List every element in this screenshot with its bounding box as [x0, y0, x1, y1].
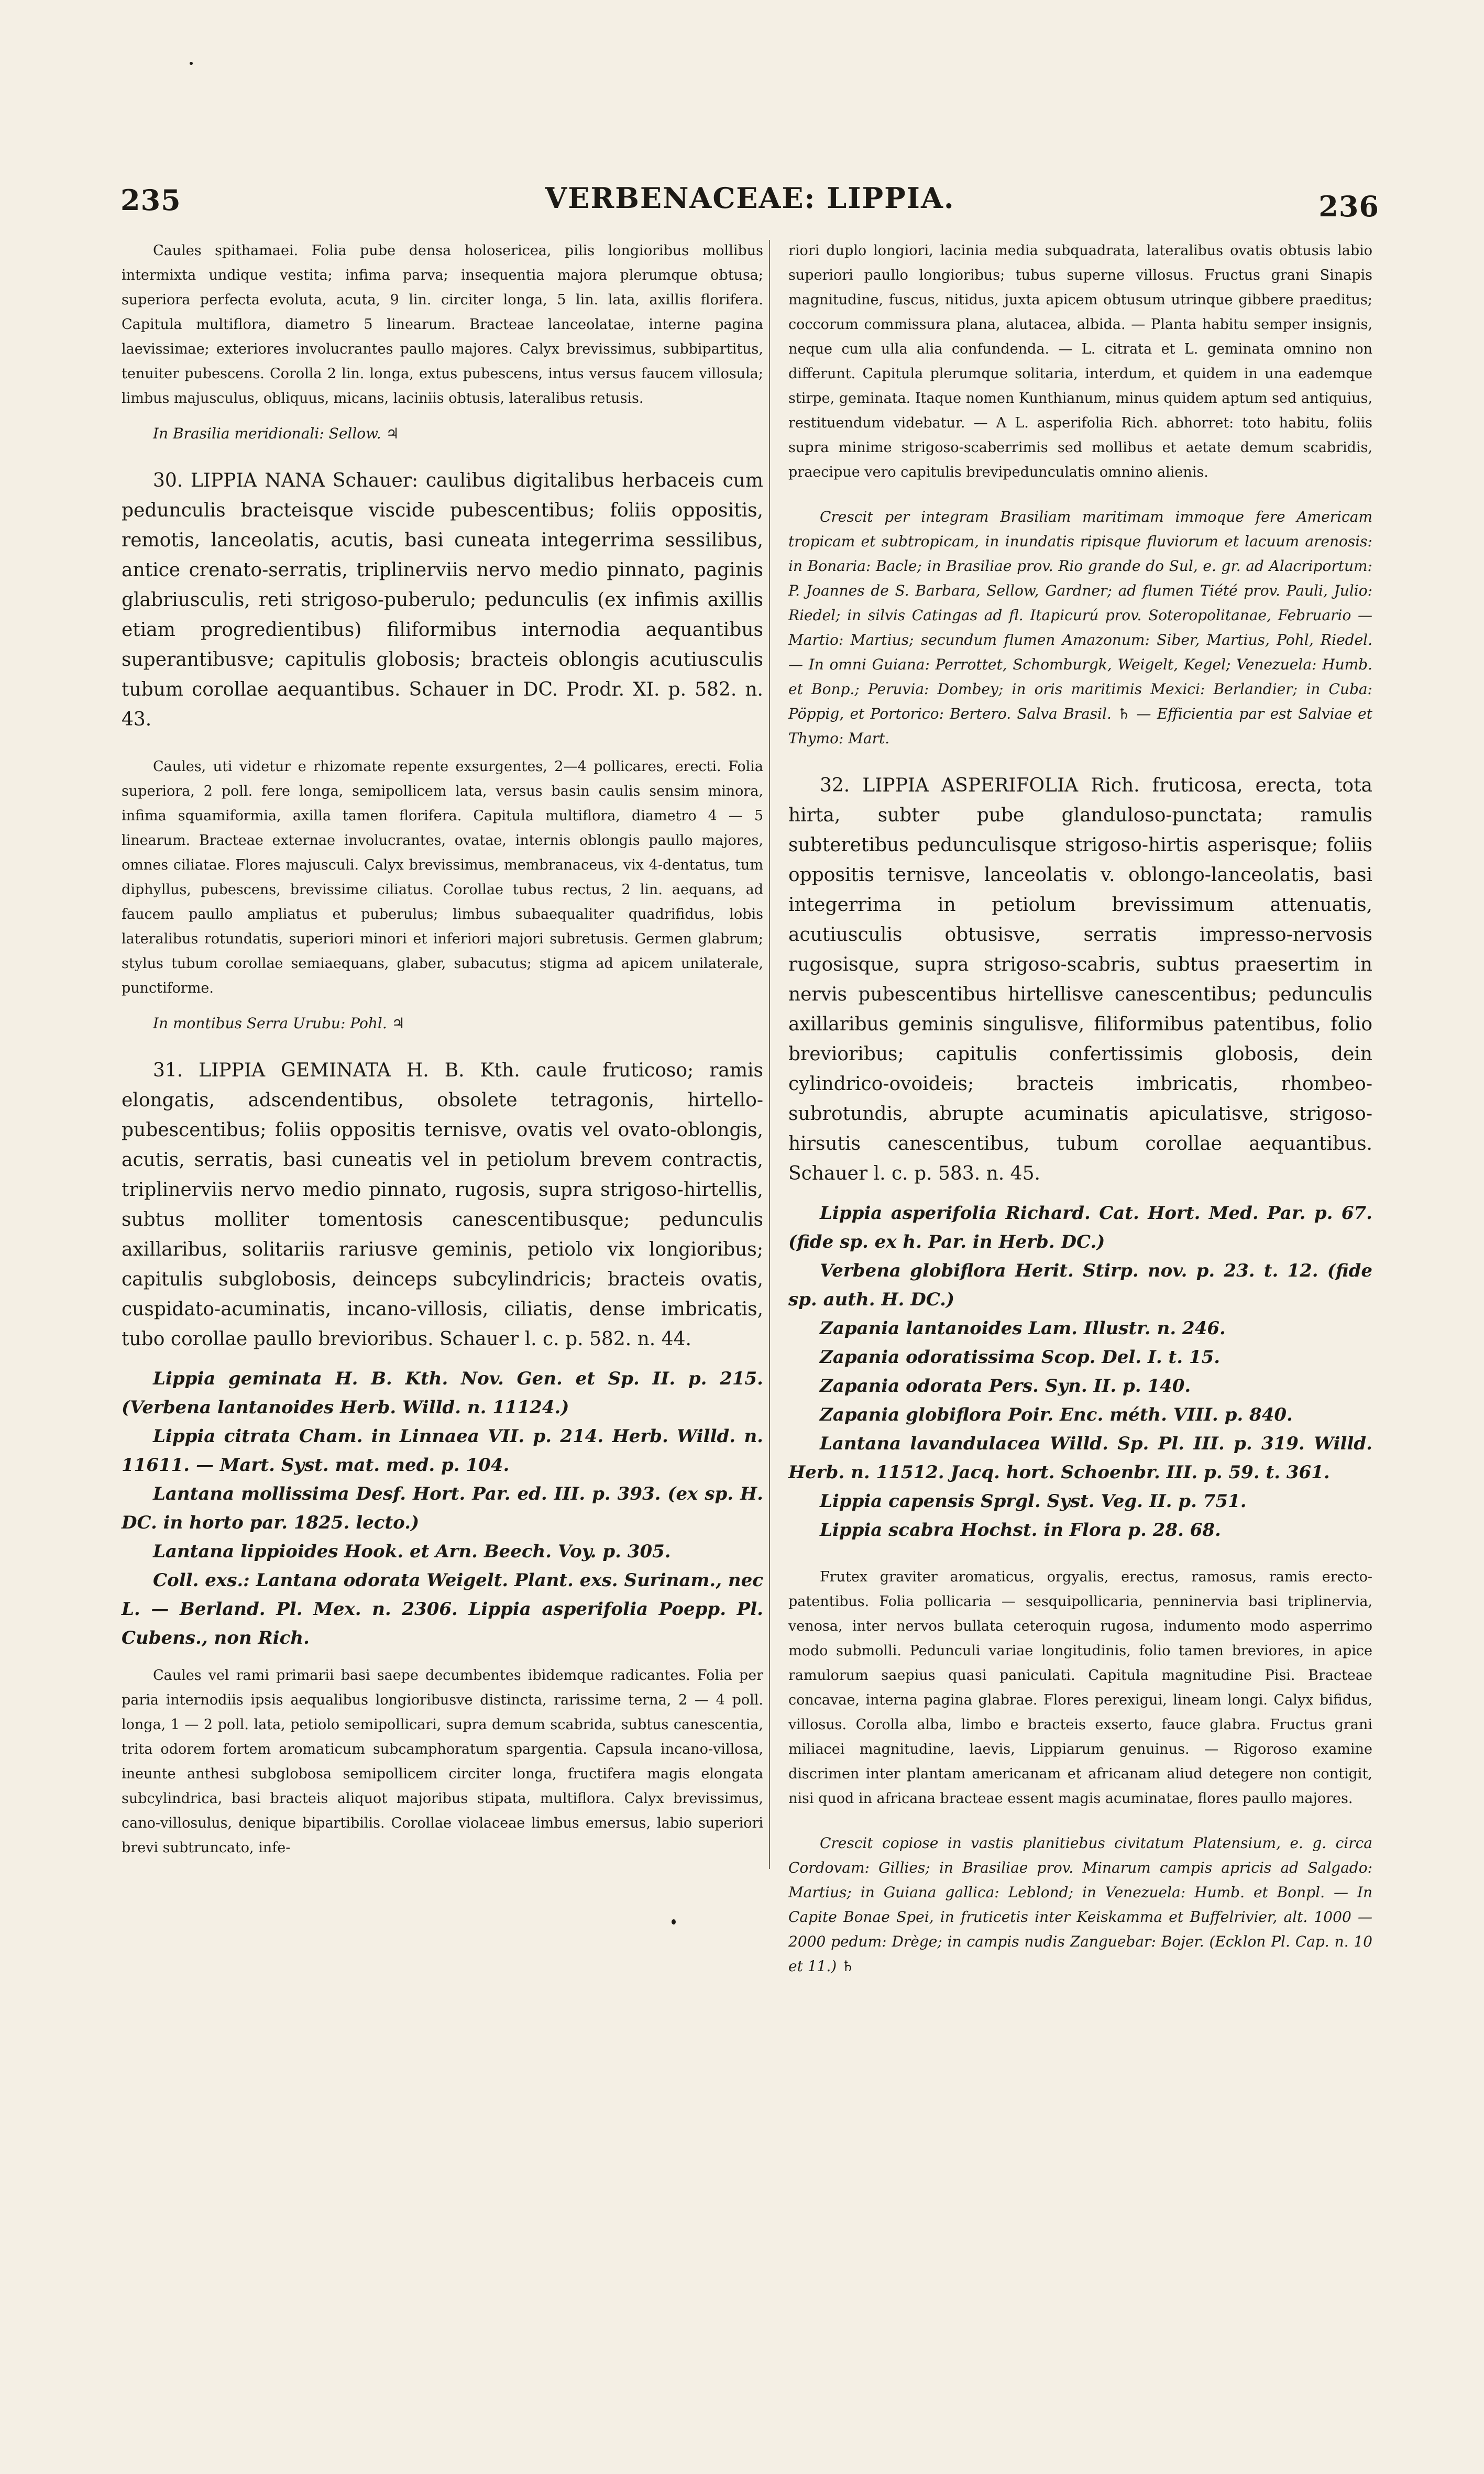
page-number-right: 236 [1318, 190, 1379, 223]
description-paragraph: Caules, uti videtur e rhizomate repente exsurgentes, 2—4 pollicares, erecti. Folia superiora, 2 poll. fere longa, semipollicem lata, versus basin caulis sensim minora, infima squamiformia, axilla tamen florifera. Capitula multiflora, diametro 4 — 5 linearum. Bracteae externae involucrantes, ovatae, internis oblongis paullo majores, omnes ciliatae. Flores majusculi. Calyx brevissimus, membranaceus, vix 4-dentatus, tum diphyllus, pubescens, brevissime ciliatus. Corollae tubus rectus, 2 lin. aequans, ad faucem paullo ampliatus et puberulus; limbus subaequaliter quadrifidus, lobis lateralibus rotundatis, superiori minori et inferiori majori subretusis. Germen glabrum; stylus tubum corollae semiaequans, glaber, subacutus; stigma ad apicem unilaterale, punctiforme. [122, 758, 763, 996]
description-paragraph: Caules vel rami primarii basi saepe decumbentes ibidemque radicantes. Folia per paria internodiis ipsis aequalibus longioribusve distincta, rarissime terna, 2 — 4 poll. longa, 1 — 2 poll. lata, petiolo semipollicari, supra demum scabrida, subtus canescentia, trita odorem fortem aromaticum subcamphoratum spargentia. Capsula incano-villosa, ineunte anthesi subglobosa semipollicem circiter longa, fructifera magis elongata subcylindrica, basi bracteis aliquot majoribus stipata, multiflora. Calyx brevissimus, cano-villosulus, denique bipartibilis. Corollae violaceae limbus emersus, labio superiori brevi subtruncato, infe- [122, 1667, 763, 1856]
locality-note: In Brasilia meridionali: Sellow. ♃ [153, 425, 399, 442]
ink-speck [190, 62, 193, 65]
description-paragraph: riori duplo longiori, lacinia media subquadrata, lateralibus ovatis obtusis labio superiori paullo longioribus; tubus superne villosus. Fructus grani Sinapis magnitudine, fuscus, nitidus, juxta apicem obtusum utrinque gibbere praeditus; coccorum commissura plana, alutacea, albida. — Planta habitu semper insignis, neque cum ulla alia confundenda. — L. citrata et L. geminata omnino non differunt. Capitula plerumque solitaria, interdum, et quidem in una eademque stirpe, geminata. Itaque nomen Kunthianum, minus quidem aptum sed antiquius, restituendum videbatur. — A L. asperifolia Rich. abhorret: toto habitu, foliis supra minime strigoso-scaberrimis sed mollibus et aetate demum scabridis, praecipue vero capitulis brevipedunculatis omnino alienis. [788, 243, 1372, 480]
synonym-line: Lippia capensis Sprgl. Syst. Veg. II. p. 751. [820, 1491, 1247, 1512]
synonym-line: Lippia asperifolia Richard. Cat. Hort. Med. Par. p. 67. (fide sp. ex h. Par. in Herb. DC.) [788, 1203, 1372, 1252]
page-number-left: 235 [120, 183, 181, 217]
species-32-diagnosis: 32. LIPPIA ASPERIFOLIA Rich. fruticosa, erecta, tota hirta, subter pube glanduloso-punctata; ramulis subteretibus pedunculisque strigoso-hirtis asperisque; foliis oppositis ternisve, lanceolatis v. oblongo-lanceolatis, basi integerrima in petiolum brevissimum attenuatis, acutiusculis obtusisve, serratis impresso-nervosis rugosisque, supra strigoso-scabris, subtus praesertim in nervis pubescentibus hirtellisve canescentibus; pedunculis axillaribus geminis singulisve, filiformibus patentibus, folio brevioribus; capitulis confertissimis globosis, dein cylindrico-ovoideis; bracteis imbricatis, rhombeo-subrotundis, abrupte acuminatis apiculatisve, strigoso-hirsutis canescentibus, tubum corollae aequantibus. Schauer l. c. p. 583. n. 45. [788, 775, 1372, 1184]
synonym-line: Lippia citrata Cham. in Linnaea VII. p. 214. Herb. Willd. n. 11611. — Mart. Syst. mat. med. p. 104. [122, 1426, 763, 1476]
description-paragraph: Caules spithamaei. Folia pube densa holosericea, pilis longioribus mollibus intermixta undique vestita; infima parva; insequentia majora plerumque obtusa; superiora perfecta evoluta, acuta, 9 lin. circiter longa, 5 lin. lata, axillis florifera. Capitula multiflora, diametro 5 linearum. Bracteae lanceolatae, interne pagina laevissimae; exteriores involucrantes paullo majores. Calyx brevissimus, subbipartitus, tenuiter pubescens. Corolla 2 lin. longa, extus pubescens, intus versus faucem villosula; limbus majusculus, obliquus, micans, laciniis obtusis, lateralibus retusis. [122, 243, 763, 406]
synonym-line: Zapania globiflora Poir. Enc. méth. VIII. p. 840. [820, 1404, 1293, 1425]
column-divider [769, 240, 770, 1869]
left-column [122, 238, 763, 1860]
synonym-line: Zapania odoratissima Scop. Del. I. t. 15. [820, 1347, 1221, 1368]
synonym-line: Lippia scabra Hochst. in Flora p. 28. 68. [820, 1520, 1221, 1541]
synonym-line: Zapania odorata Pers. Syn. II. p. 140. [820, 1376, 1191, 1397]
synonym-line: Lantana lavandulacea Willd. Sp. Pl. III. p. 319. Willd. Herb. n. 11512. Jacq. hort. Schoenbr. III. p. 59. t. 361. [788, 1433, 1372, 1483]
description-paragraph: Frutex graviter aromaticus, orgyalis, erectus, ramosus, ramis erecto-patentibus. Folia pollicaria — sesquipollicaria, penninervia basi triplinervia, venosa, inter nervos bullata ceteroquin rugosa, indumento modo asperrimo modo submolli. Pedunculi variae longitudinis, folio tamen breviores, in apice ramulorum saepius quasi paniculati. Capitula magnitudine Pisi. Bracteae concavae, interna pagina glabrae. Flores perexigui, lineam longi. Calyx bifidus, villosus. Corolla alba, limbo e bracteis exserto, fauce glabra. Fructus grani miliacei magnitudine, laevis, Lippiarum genuinus. — Rigoroso examine discrimen inter plantam americanam et africanam aliud detegere non contigit, nisi quod in africana bracteae essent magis acuminatae, flores paullo majores. [788, 1569, 1372, 1807]
locality-note: Crescit copiose in vastis planitiebus civitatum Platensium, e. g. circa Cordovam: Gillies; in Brasiliae prov. Minarum campis apricis ad Salgado: Martius; in Guiana gallica: Leblond; in Venezuela: Humb. et Bonpl. — In Capite Bonae Spei, in fruticetis inter Keiskamma et Buffelrivier, alt. 1000 — 2000 pedum: Drège; in campis nudis Zanguebar: Bojer. (Ecklon Pl. Cap. n. 10 et 11.) ♄ [788, 1834, 1372, 1975]
synonym-line: Verbena globiflora Herit. Stirp. nov. p. 23. t. 12. (fide sp. auth. H. DC.) [788, 1260, 1372, 1310]
species-30-diagnosis: 30. LIPPIA NANA Schauer: caulibus digitalibus herbaceis cum pedunculis bracteisque viscide pubescentibus; foliis oppositis, remotis, lanceolatis, acutis, basi cuneata integerrima sessilibus, antice crenato-serratis, triplinerviis nervo medio pinnato, paginis glabriusculis, reti strigoso-puberulo; pedunculis (ex infimis axillis etiam progredientibus) filiformibus internodia aequantibus superantibusve; capitulis globosis; bracteis oblongis acutiusculis tubum corollae aequantibus. Schauer in DC. Prodr. XI. p. 582. n. 43. [122, 470, 763, 730]
locality-note: Crescit per integram Brasiliam maritimam immoque fere Americam tropicam et subtropicam, in inundatis ripisque fluviorum et lacuum arenosis: in Bonaria: Bacle; in Brasiliae prov. Rio grande do Sul, e. gr. ad Alacriportum: P. Joannes de S. Barbara, Sellow, Gardner; ad flumen Tiété prov. Pauli, Julio: Riedel; in silvis Catingas ad fl. Itapicurú prov. Soteropolitanae, Februario — Martio: Martius; secundum flumen Amazonum: Siber, Martius, Pohl, Riedel. — In omni Guiana: Perrottet, Schomburgk, Weigelt, Kegel; Venezuela: Humb. et Bonp.; Peruvia: Dombey; in oris maritimis Mexici: Berlandier; in Cuba: Pöppig, et Portorico: Bertero. Salva Brasil. ♄ — Efficientia par est Salviae et Thymo: Mart. [788, 508, 1372, 747]
synonym-line: Lantana lippioides Hook. et Arn. Beech. Voy. p. 305. [153, 1541, 671, 1562]
locality-note: In montibus Serra Urubu: Pohl. ♃ [153, 1015, 405, 1032]
species-31-diagnosis: 31. LIPPIA GEMINATA H. B. Kth. caule fruticoso; ramis elongatis, adscendentibus, obsolete tetragonis, hirtello-pubescentibus; foliis oppositis ternisve, ovatis vel ovato-oblongis, acutis, serratis, basi cuneatis vel in petiolum brevem contractis, triplinerviis nervo medio pinnato, rugosis, supra strigoso-hirtellis, subtus molliter tomentosis canescentibusque; pedunculis axillaribus, solitariis rariusve geminis, petiolo vix longioribus; capitulis subglobosis, deinceps subcylindricis; bracteis ovatis, cuspidato-acuminatis, incano-villosis, ciliatis, dense imbricatis, tubo corollae paullo brevioribus. Schauer l. c. p. 582. n. 44. [122, 1060, 763, 1350]
synonym-line: Zapania lantanoides Lam. Illustr. n. 246. [820, 1318, 1226, 1339]
ink-speck [672, 1919, 676, 1925]
synonym-line: Lantana mollissima Desf. Hort. Par. ed. III. p. 393. (ex sp. H. DC. in horto par. 1825. lecto.) [122, 1483, 763, 1533]
synonym-line: Lippia geminata H. B. Kth. Nov. Gen. et Sp. II. p. 215. (Verbena lantanoides Herb. Willd. n. 11124.) [122, 1368, 763, 1418]
running-title: VERBENACEAE: LIPPIA. [545, 181, 955, 215]
synonym-line: Coll. exs.: Lantana odorata Weigelt. Plant. exs. Surinam., nec L. — Berland. Pl. Mex. n. 2306. Lippia asperifolia Poepp. Pl. Cubens., non Rich. [122, 1570, 763, 1648]
right-column [788, 238, 1372, 1978]
running-header [120, 178, 1379, 225]
